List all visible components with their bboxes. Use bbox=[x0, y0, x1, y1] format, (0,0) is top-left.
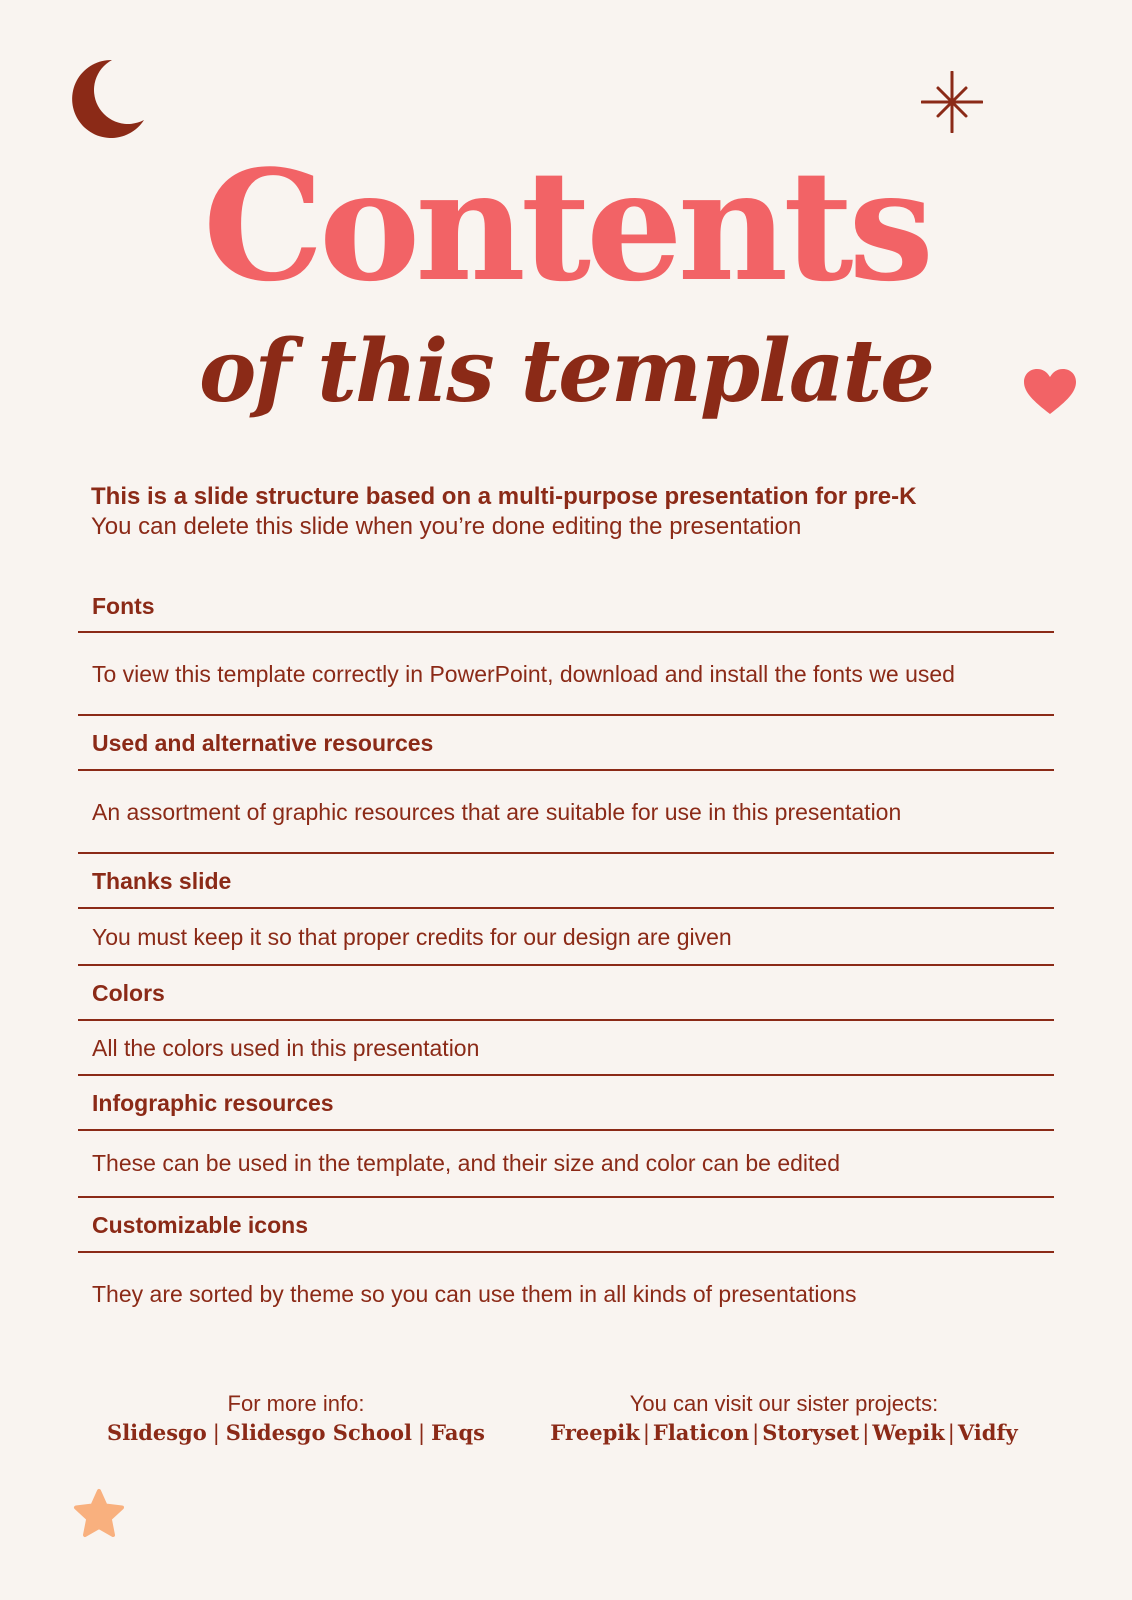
link-flaticon[interactable]: Flaticon bbox=[652, 1420, 750, 1445]
section-heading-icons: Customizable icons bbox=[92, 1212, 308, 1238]
section-description-thanks: You must keep it so that proper credits for our design are given bbox=[92, 924, 732, 950]
sparkle-icon bbox=[921, 71, 983, 133]
section-heading-colors: Colors bbox=[92, 980, 165, 1006]
link-separator: | bbox=[418, 1421, 426, 1445]
link-slidesgo[interactable]: Slidesgo bbox=[107, 1420, 207, 1445]
link-separator: | bbox=[947, 1421, 955, 1445]
footer-sister-label: You can visit our sister projects: bbox=[629, 1391, 939, 1416]
link-separator: | bbox=[752, 1421, 760, 1445]
section-description-infographic: These can be used in the template, and their size and color can be edited bbox=[92, 1150, 840, 1176]
moon-icon bbox=[64, 54, 146, 140]
section-heading-fonts: Fonts bbox=[92, 593, 155, 619]
footer-sister-links bbox=[544, 1418, 1024, 1448]
page-title: Contents bbox=[202, 136, 930, 315]
section-description-colors: All the colors used in this presentation bbox=[92, 1035, 480, 1061]
link-separator: | bbox=[212, 1421, 220, 1445]
intro-note: You can delete this slide when you’re done editing the presentation bbox=[91, 513, 802, 540]
footer-sister-projects bbox=[544, 1390, 1024, 1448]
link-faqs[interactable]: Faqs bbox=[431, 1420, 485, 1445]
divider bbox=[78, 964, 1054, 966]
divider bbox=[78, 907, 1054, 909]
link-freepik[interactable]: Freepik bbox=[550, 1420, 640, 1445]
link-separator: | bbox=[642, 1421, 650, 1445]
divider bbox=[78, 631, 1054, 633]
divider bbox=[78, 1129, 1054, 1131]
section-heading-resources: Used and alternative resources bbox=[92, 730, 434, 756]
divider bbox=[78, 1251, 1054, 1253]
divider bbox=[78, 714, 1054, 716]
section-heading-infographic: Infographic resources bbox=[92, 1090, 334, 1116]
section-description-icons: They are sorted by theme so you can use them in all kinds of presentations bbox=[92, 1281, 857, 1307]
intro-heading: This is a slide structure based on a multi-purpose presentation for pre-K bbox=[91, 483, 917, 510]
footer-info bbox=[100, 1390, 492, 1448]
divider bbox=[78, 1196, 1054, 1198]
section-description-resources: An assortment of graphic resources that are suitable for use in this presentation bbox=[92, 799, 902, 825]
link-separator: | bbox=[862, 1421, 870, 1445]
divider bbox=[78, 852, 1054, 854]
link-vidfy[interactable]: Vidfy bbox=[957, 1420, 1018, 1445]
link-slidesgo-school[interactable]: Slidesgo School bbox=[225, 1420, 412, 1445]
section-heading-thanks: Thanks slide bbox=[92, 868, 232, 894]
footer-info-label: For more info: bbox=[227, 1391, 365, 1416]
intro-text bbox=[91, 482, 1071, 542]
link-storyset[interactable]: Storyset bbox=[762, 1420, 860, 1445]
page-subtitle: of this template bbox=[199, 321, 933, 422]
section-description-fonts: To view this template correctly in PowerPoint, download and install the fonts we used bbox=[92, 661, 955, 687]
divider bbox=[78, 769, 1054, 771]
star-icon bbox=[72, 1488, 126, 1540]
footer-info-links bbox=[100, 1418, 492, 1448]
divider bbox=[78, 1074, 1054, 1076]
link-wepik[interactable]: Wepik bbox=[872, 1420, 945, 1445]
divider bbox=[78, 1019, 1054, 1021]
